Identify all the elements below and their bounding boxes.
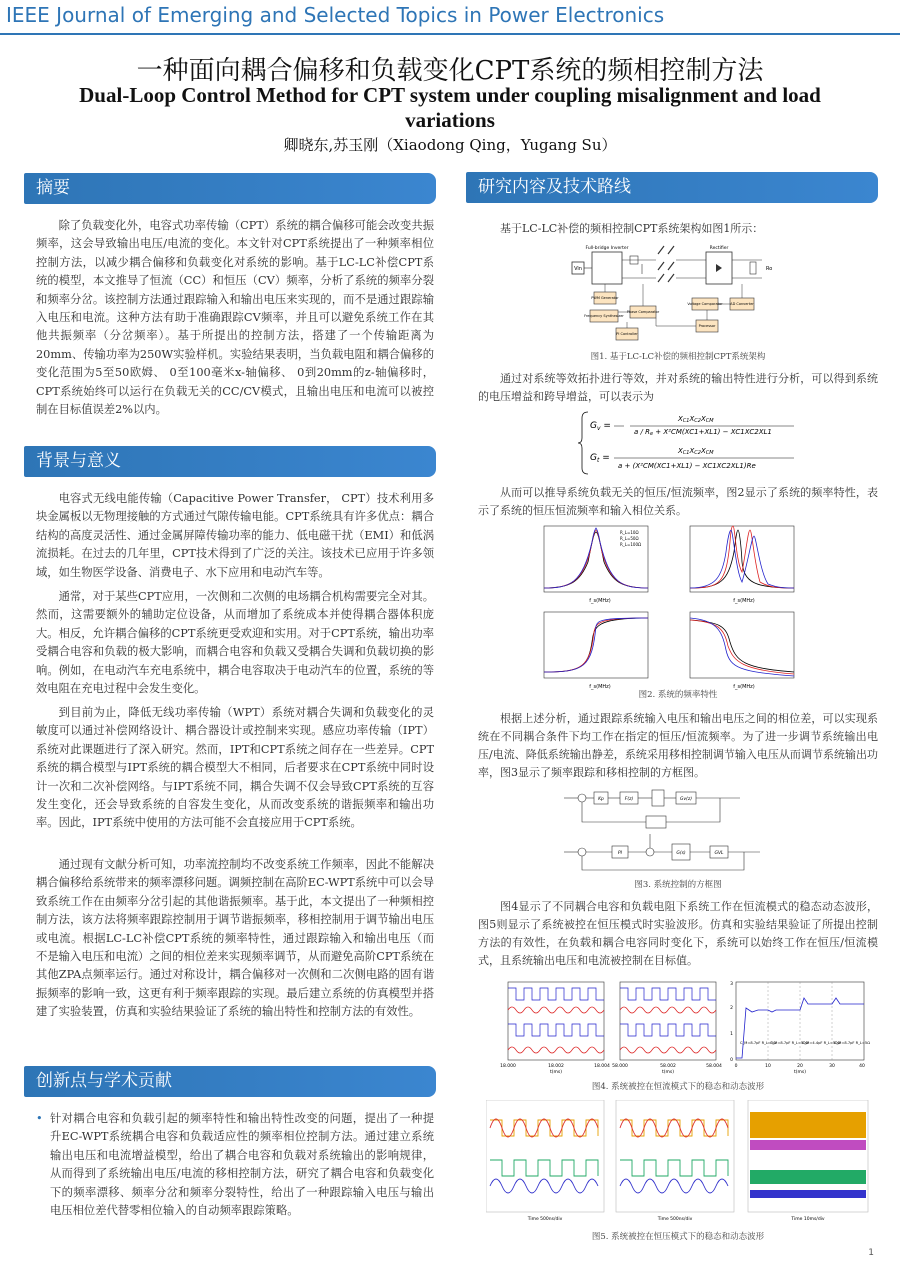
fig4-mid-tick-0: 58.000	[612, 1064, 628, 1069]
legend-entry-1: R_L=10Ω	[620, 530, 639, 535]
fig2-panel-bl	[544, 612, 648, 690]
fig4-annotation-3: C_M=4.4pF R_L=50Ω	[802, 1041, 841, 1045]
figure-1-caption: 图1. 基于LC-LC补偿的频相控制CPT系统架构	[590, 352, 766, 362]
fig5-time-1: Time 500ns/div	[527, 1217, 563, 1222]
bullet-marker: •	[36, 1112, 43, 1125]
abstract-text: 除了负载变化外，电容式功率传输（CPT）系统的耦合偏移可能会改变共振频率，这会导致输出电压/电流的变化。本文针对CPT系统提出了一种频率相位控制方法，以减少耦合偏移和负载变化对系统的影响。基于LC-LC补偿CPT系统的模型，本文推导了恒流（CC）和恒压（CV）频率，分析了系统的频率分裂和频率分岔。该控制方法通过跟踪输入和输出电压来实现的，而不是通过跟踪输入电压和电流。这种方法有助于准确跟踪CV频率，并且可以避免系统工作在其他共振频率（分岔频率）。基于所提出的控制方法，搭建了一个传输距离为20mm、传输功率为250W实验样机。实验结果表明，当负载电阻和耦合偏移的变化范围为5至50欧姆、 0至100毫米x-轴偏移、 0到20mm的z-轴偏移时，CPT系统始终可以运行在负载无关的CC/CV模式，且输出电压和电流可以被控制在目标值误差2%以内。	[36, 219, 434, 417]
figure-1-architecture	[566, 240, 780, 346]
legend-entry-3: R_L=100Ω	[620, 542, 642, 547]
fig2-xlabel-bl: f_s(MHz)	[589, 684, 611, 690]
figure-2-frequency-characteristics	[530, 522, 810, 698]
title-english: Dual-Loop Control Method for CPT system under coupling misalignment and load variations	[79, 83, 821, 132]
innovation-bullet-text: 针对耦合电容和负载引起的频率特性和输出特性改变的问题，提出了一种提升EC-WPT系统耦合电容和负载适应性的频率相位控制方法。通过建立系统输出电压和电流增益模型，给出了耦合电容和负载对系统输出的影响规律，从而得到了系统输出电压/电流的移相控制方法，研究了耦合电容和负载变化下的频率漂移、频率分岔和频率分裂特性，给出了一种跟踪输入电压与输出电压相位差代替零相位输入的自动频率跟踪策略。	[50, 1112, 434, 1218]
research-paragraph-4: 根据上述分析，通过跟踪系统输入电压和输出电压之间的相位差，可以实现系统在不同耦合条件下均工作在指定的恒压/恒流频率。为了进一步调节系统输出电压/电流、降低系统输出静差，系统采用移相控制调节输入电压从而调节系统输出功率，图3显示了频率跟踪和移相控制的方框图。	[478, 712, 878, 779]
fig4-right-tick-2: 20	[797, 1064, 803, 1069]
figure-4-waveforms	[486, 978, 870, 1074]
fig4-left-tick-1: 18.002	[548, 1064, 564, 1069]
figure-4-caption: 图4. 系统被控在恒流模式下的稳态和动态波形	[591, 1082, 765, 1092]
fig4-annotation-1: C_M=8.7pF R_L=5Ω	[740, 1041, 776, 1045]
background-paragraph-2: 通常，对于某些CPT应用，一次侧和二次侧的电场耦合机构需要完全对其。然而，这需要额外的辅助定位设备，从而增加了系统成本并使得耦合器体积庞大。相反，允许耦合偏移的CPT系统更受欢迎和实用。对于CPT系统，输出功率受耦合电容和负载的极大影响，而耦合电容和负载又受耦合失调和负载切换的影响。例如，在电动汽车充电系统中，耦合电容取决于电动汽车的位置，系统的等效电阻在充电过程中会发生变化。	[36, 590, 434, 696]
svg-text:XC1XC2XCM: XC1XC2XCM	[678, 447, 714, 456]
section-heading-background: 背景与意义	[24, 446, 436, 477]
svg-text:XC1XC2XCM: XC1XC2XCM	[678, 415, 714, 424]
fig5-scope-1	[486, 1100, 604, 1222]
authors: 卿晓东,苏玉刚（Xiaodong Qing，Yugang Su）	[283, 136, 617, 154]
fig4-left-xlabel: t(ms)	[549, 1070, 563, 1074]
fig5-scope-2	[616, 1100, 734, 1222]
block-pi: PI	[617, 851, 623, 856]
freq-synth-label: Frequency Synthesizer	[584, 314, 624, 318]
section-heading-abstract: 摘要	[24, 173, 436, 204]
header-divider	[0, 33, 900, 35]
fig2-panel-br	[690, 612, 794, 690]
fig4-right-tick-4: 40	[859, 1064, 865, 1069]
processor-label: Processor	[698, 324, 716, 328]
fig4-left-tick-0: 18.000	[500, 1064, 516, 1069]
figure-5-oscilloscope	[486, 1100, 870, 1222]
ad-converter-label: AD Converter	[730, 302, 754, 306]
fig4-annotation-2: C_M=8.7pF R_L=50Ω	[770, 1041, 809, 1045]
svg-text:a / Re + X²CM(XC1+XL1) − XC1XC: a / Re + X²CM(XC1+XL1) − XC1XC2XL1	[634, 428, 772, 437]
rectifier-label: Rectifier	[709, 246, 729, 251]
fig4-right-tick-1: 10	[765, 1064, 771, 1069]
figure-3-caption: 图3. 系统控制的方框图	[634, 880, 722, 890]
fig2-xlabel-tr: f_s(MHz)	[733, 598, 755, 604]
fig4-right-ytick-2: 2	[730, 1006, 733, 1011]
vin-label: Vin	[574, 266, 582, 272]
fig4-right-ytick-0: 0	[730, 1058, 733, 1063]
fig2-legend	[620, 530, 641, 547]
research-paragraph-1: 基于LC-LC补偿的频相控制CPT系统架构如图1所示：	[500, 222, 764, 235]
figure-2-caption: 图2. 系统的频率特性	[638, 690, 718, 700]
fig4-panel-right	[730, 981, 870, 1074]
fig4-mid-tick-1: 58.002	[660, 1064, 676, 1069]
ro-label: Ro	[766, 266, 773, 272]
fig4-annotation-4: C_M=8.7pF R_L=5Ω	[834, 1041, 870, 1045]
journal-name: IEEE Journal of Emerging and Selected Topics in Power Electronics	[6, 3, 665, 27]
fig4-panel-left	[500, 982, 610, 1074]
fig5-time-2: Time 500ns/div	[657, 1217, 693, 1222]
voltage-comparator-label: Voltage Comparator	[687, 302, 723, 306]
background-paragraph-1: 电容式无线电能传输（Capacitive Power Transfer， CPT）技术利用多块金属板以无物理接触的方式通过气隙传输电能。CPT系统具有许多优点：耦合结构的高度灵活性、通过金属屏障传输功率的能力、低电磁干扰（EMI）和低涡流损耗。在过去的几年里，CPT技术得到了广泛的关注。该技术已应用于许多领域，如生物医学设备、消费电子、水下应用和电动汽车等。	[36, 492, 434, 579]
fig4-right-tick-3: 30	[829, 1064, 835, 1069]
svg-text:a + (X²CM(XC1+XL1) − XC1XC2XL1: a + (X²CM(XC1+XL1) − XC1XC2XL1)Re	[618, 462, 756, 470]
fig5-time-3: Time 10ms/div	[791, 1217, 825, 1222]
research-paragraph-2: 通过对系统等效拓扑进行等效，并对系统的输出特性进行分析，可以得到系统的电压增益和跨导增益，可以表示为	[478, 372, 878, 403]
block-fz: F(z)	[624, 797, 634, 802]
block-gv: Gv(z)	[679, 797, 693, 802]
equation-block	[578, 408, 798, 478]
fig4-right-ytick-1: 1	[730, 1032, 733, 1037]
background-paragraph-4: 通过现有文献分析可知，功率流控制均不改变系统工作频率，因此不能解决耦合偏移给系统带来的频率漂移问题。调频控制在高阶EC-WPT系统中可以会导致系统工作在由频率分岔引起的其他谐振频率。基于此，本文提出了一种频相控制方法，该方法将频率跟踪控制用于调节谐振频率，移相控制用于调节输出电压或电流。根据LC-LC补偿CPT系统的频率特性，通过跟踪输入和输出电压（而不是输入电压和电流）之间的相位差来实现频率调节，从而避免高阶CPT系统在其他ZPA点频率运行。通过对称设计，耦合偏移对一次侧和二次侧电路的固有谐振频率的影响一致，这更有利于频率跟踪的实现。最后建立系统的仿真模型并搭建了实验装置，仿真和实验结果验证了系统的输出特性和控制方法的有效性。	[36, 858, 434, 1019]
section-heading-research: 研究内容及技术路线	[466, 172, 878, 203]
figure-3-block-diagram	[560, 784, 780, 874]
inverter-label: Full-bridge Inverter	[585, 246, 629, 251]
fig4-mid-tick-2: 58.004	[706, 1064, 722, 1069]
fig4-right-tick-0: 0	[734, 1064, 738, 1069]
block-gvl: GVL	[714, 851, 724, 856]
block-kp: Kp	[598, 797, 604, 802]
block-gs: G(s)	[676, 851, 686, 856]
title-chinese: 一种面向耦合偏移和负载变化CPT系统的频相控制方法	[136, 56, 764, 86]
fig4-right-xlabel: t(ms)	[793, 1070, 807, 1074]
svg-text:Gt =: $G_t$ =	[590, 453, 610, 464]
fig2-xlabel-tl: f_s(MHz)	[589, 598, 611, 604]
svg-text:Gv =: $G_v$ =	[590, 421, 611, 432]
research-paragraph-3: 从而可以推导系统负载无关的恒压/恒流频率，图2显示了系统的频率特性，表示了系统的恒压恒流频率和输入相位关系。	[478, 486, 878, 517]
research-paragraph-5: 图4显示了不同耦合电容和负载电阻下系统工作在恒流模式的稳态动态波形，图5则显示了系统被控在恒压模式时实验波形。仿真和实验结果验证了所提出控制方法的有效性，在负载和耦合电容同时变化下，系统可以始终工作在恒压/恒流模式，且系统输出电压和电流被控制在目标值。	[478, 900, 878, 967]
fig4-mid-xlabel: t(ms)	[661, 1070, 675, 1074]
legend-entry-2: R_L=50Ω	[620, 536, 639, 541]
fig2-panel-tr	[690, 526, 794, 604]
figure-5-caption: 图5. 系统被控在恒压模式下的稳态和动态波形	[591, 1232, 765, 1242]
innovation-bullet	[36, 1110, 434, 1220]
pwm-label: PWM Generator	[591, 296, 619, 300]
fig4-panel-mid	[612, 982, 722, 1074]
page-number: 1	[868, 1248, 874, 1258]
section-heading-innovation: 创新点与学术贡献	[24, 1066, 436, 1097]
fig4-right-ytick-3: 3	[730, 982, 733, 987]
fig2-xlabel-br: f_s(MHz)	[733, 684, 755, 690]
background-paragraph-3: 到目前为止，降低无线功率传输（WPT）系统对耦合失调和负载变化的灵敏度可以通过补偿网络设计、耦合器设计或控制来实现。感应功率传输（IPT）系统对此课题进行了深入研究。然而，IPT和CPT系统之间存在一些差异。CPT系统的耦合模型与IPT系统的耦合模型大不相同，后者要求在CPT系统中同时设计一次和二次补偿网络。与IPT系统不同，耦合失调不仅会导致CPT系统的互容发生变化，还会导致系统的自容发生变化，从而改变系统的谐振频率和输出功率。因此，IPT系统中使用的方法可能不会直接应用于CPT系统。	[36, 706, 434, 830]
pi-controller-label: PI Controller	[616, 332, 638, 336]
phase-comparator-label: Phase Comparator	[626, 310, 660, 314]
fig5-scope-3	[748, 1100, 868, 1222]
fig4-left-tick-2: 18.004	[594, 1064, 610, 1069]
